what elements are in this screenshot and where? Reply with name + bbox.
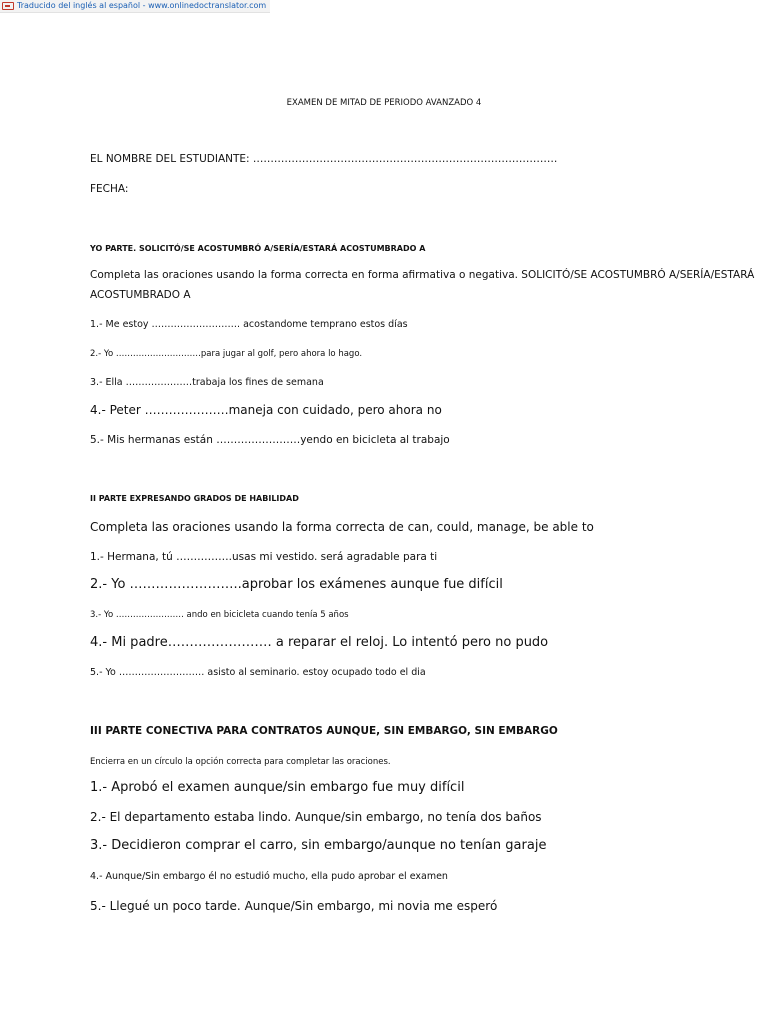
student-name-line: EL NOMBRE DEL ESTUDIANTE: …………………………………………………………………………… bbox=[90, 153, 558, 165]
part1-item: 4.- Peter …………………maneja con cuidado, pero ahora no bbox=[90, 403, 442, 417]
date-line: FECHA: bbox=[90, 183, 129, 195]
part2-item: 4.- Mi padre…………………… a reparar el reloj. Lo intentó pero no pudo bbox=[90, 635, 549, 650]
part3-item: 2.- El departamento estaba lindo. Aunque/sin embargo, no tenía dos baños bbox=[90, 810, 542, 824]
document-title: EXAMEN DE MITAD DE PERIODO AVANZADO 4 bbox=[286, 98, 482, 108]
document-translator-icon bbox=[2, 2, 14, 10]
part2-heading: II PARTE EXPRESANDO GRADOS DE HABILIDAD bbox=[90, 494, 299, 503]
part1-item: 5.- Mis hermanas están ……………………yendo en bicicleta al trabajo bbox=[90, 434, 450, 446]
part1-item: 3.- Ella …………………trabaja los fines de semana bbox=[90, 377, 324, 388]
part1-item: 1.- Me estoy ………………………. acostandome temprano estos días bbox=[90, 319, 408, 330]
part3-item: 4.- Aunque/Sin embargo él no estudió mucho, ella pudo aprobar el examen bbox=[90, 871, 448, 882]
part2-item: 2.- Yo ……………………..aprobar los exámenes aunque fue difícil bbox=[90, 577, 503, 592]
part3-item: 1.- Aprobó el examen aunque/sin embargo fue muy difícil bbox=[90, 780, 465, 795]
part2-item: 5.- Yo ……………………… asisto al seminario. estoy ocupado todo el dia bbox=[90, 667, 426, 678]
part3-item: 3.- Decidieron comprar el carro, sin embargo/aunque no tenían garaje bbox=[90, 838, 547, 853]
part2-item: 3.- Yo …………………… ando en bicicleta cuando tenía 5 años bbox=[90, 610, 349, 620]
translation-banner bbox=[0, 0, 270, 13]
part3-item: 5.- Llegué un poco tarde. Aunque/Sin embargo, mi novia me esperó bbox=[90, 899, 498, 913]
part2-item: 1.- Hermana, tú …………….usas mi vestido. será agradable para ti bbox=[90, 551, 438, 563]
part3-heading: III PARTE CONECTIVA PARA CONTRATOS AUNQUE, SIN EMBARGO, SIN EMBARGO bbox=[90, 725, 558, 737]
part1-instruction-cont: ACOSTUMBRADO A bbox=[90, 289, 191, 301]
part1-item: 2.- Yo …………………………para jugar al golf, pero ahora lo hago. bbox=[90, 349, 363, 359]
part1-heading: YO PARTE. SOLICITÓ/SE ACOSTUMBRÓ A/SERÍA/ESTARÁ ACOSTUMBRADO A bbox=[90, 244, 426, 253]
part2-instruction: Completa las oraciones usando la forma correcta de can, could, manage, be able to bbox=[90, 520, 594, 534]
part1-instruction: Completa las oraciones usando la forma correcta en forma afirmativa o negativa. SOLICITÓ/SE ACOSTUMBRÓ A/SERÍA/ESTARÁ bbox=[90, 269, 755, 281]
part3-instruction: Encierra en un círculo la opción correcta para completar las oraciones. bbox=[90, 757, 391, 767]
translator-link[interactable]: Traducido del inglés al español - www.onlinedoctranslator.com bbox=[17, 1, 267, 10]
